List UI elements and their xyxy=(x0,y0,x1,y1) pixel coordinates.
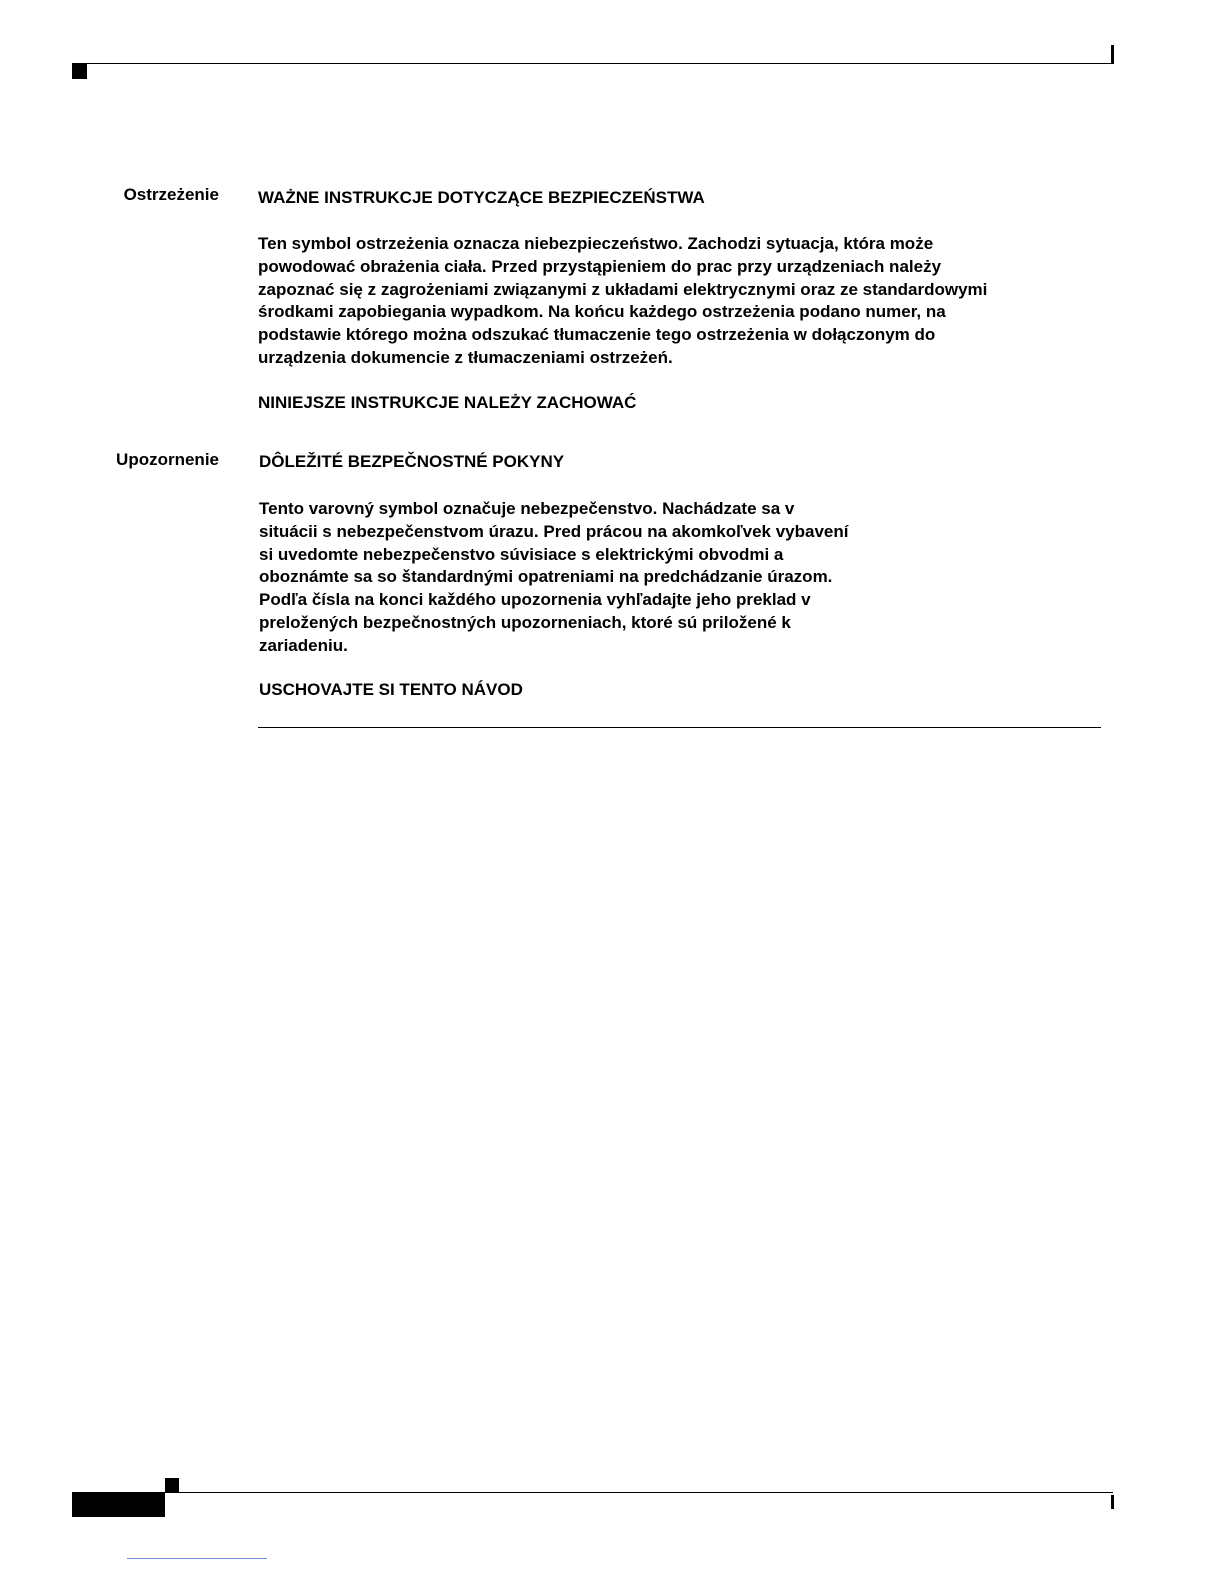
warning-end-rule xyxy=(258,727,1101,728)
footer-page-tab xyxy=(72,1492,165,1517)
warning-closing-polish: NINIEJSZE INSTRUKCJE NALEŻY ZACHOWAĆ xyxy=(258,393,637,412)
warning-label-polish: Ostrzeżenie xyxy=(123,185,219,204)
warning-closing-slovak: USCHOVAJTE SI TENTO NÁVOD xyxy=(259,680,523,699)
header-rule xyxy=(72,63,1113,64)
footer-change-bar xyxy=(1111,1495,1114,1509)
header-corner-mark xyxy=(72,64,87,79)
warning-title-polish: WAŻNE INSTRUKCJE DOTYCZĄCE BEZPIECZEŃSTWA xyxy=(258,188,705,207)
warning-body-slovak: Tento varovný symbol označuje nebezpečenstvo. Nachádzate sa v situácii s nebezpečenstvom úrazu. Pred prácou na akomkoľvek vybavení si uvedomte nebezpečenstvo súvisiace s elektrickými obvodmi a oboznámte sa so štandardnými opatreniami na predchádzanie úrazom. Podľa čísla na konci každého upozornenia vyhľadajte jeho preklad v preložených bezpečnostných upozorneniach, ktoré sú priložené k zariadeniu. xyxy=(259,499,849,655)
warning-title-slovak: DÔLEŽITÉ BEZPEČNOSTNÉ POKYNY xyxy=(259,452,565,471)
footer-rule xyxy=(165,1492,1113,1493)
warning-body-polish: Ten symbol ostrzeżenia oznacza niebezpieczeństwo. Zachodzi sytuacja, która może powodować obrażenia ciała. Przed przystąpieniem do prac przy urządzeniach należy zapoznać się z zagrożeniami związanymi z układami elektrycznymi oraz ze standardowymi środkami zapobiegania wypadkom. Na końcu każdego ostrzeżenia podano numer, na podstawie którego można odszukać tłumaczenie tego ostrzeżenia w dołączonym do urządzenia dokumencie z tłumaczeniami ostrzeżeń. xyxy=(258,234,988,367)
warning-label-slovak: Upozornenie xyxy=(116,450,219,469)
header-change-bar xyxy=(1111,45,1114,64)
footer-link-underline[interactable] xyxy=(127,1558,267,1559)
footer-corner-mark xyxy=(165,1478,179,1492)
